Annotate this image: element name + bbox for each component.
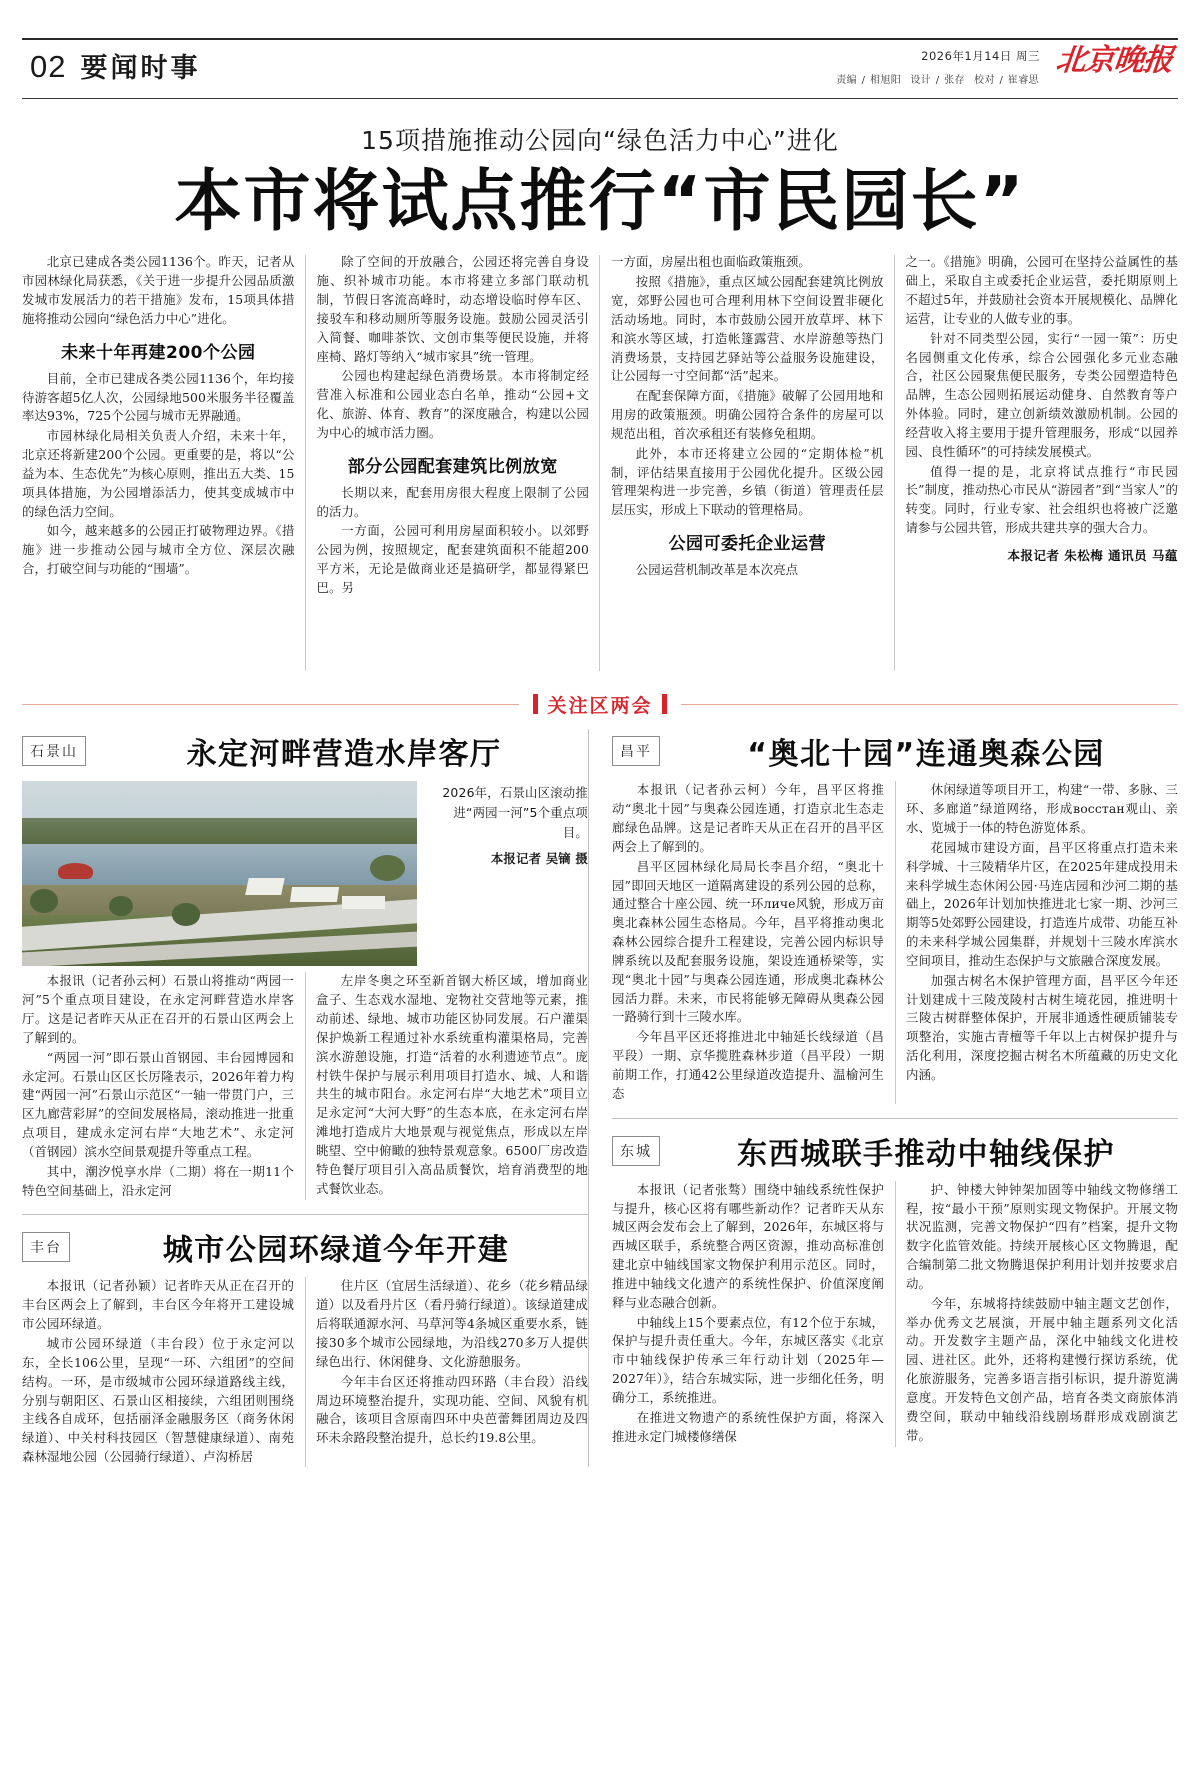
district-header-dongcheng	[612, 1129, 1178, 1173]
district-tag-changping: 昌平	[612, 736, 660, 766]
lead-subhead: 部分公园配套建筑比例放宽	[347, 456, 558, 477]
district-paragraph: 护、钟楼大钟钟架加固等中轴线文物修缮工程，按“最小干预”原则实现文物保护。开展文物状况监测，完善文物保护“四有”档案，提升文物数字化监管效能。持续开展核心区文物腾退，配合编制第二批文物腾退保护利用计划并按要求启动。	[906, 1181, 1178, 1291]
district-title-dongcheng: 东西城联手推动中轴线保护	[737, 1136, 1115, 1172]
lead-paragraph: 如今，越来越多的公园正打破物理边界。《措施》进一步推动公园与城市全方位、深层次融合，打破空间与功能的“围墙”。	[22, 523, 295, 577]
lead-paragraph: 目前，全市已建成各类公园1136个，年均接待游客超5亿人次，公园绿地500米服务半径覆盖率达93%，725个公园与城市无界融通。	[22, 370, 295, 424]
district-header-shijingshan	[22, 729, 588, 773]
left-district-column	[22, 729, 588, 1467]
district-paragraph: 今年，东城将持续鼓励中轴主题文艺创作，举办优秀文艺展演，开展中轴主题系列文化活动。开发数字主题产品，深化中轴线文化进校园、进社区。此外，还将构建慢行探访系统，优化旅游服务，完善多语言指引标识，提升游览满意度。开发特色文创产品，培育各类文商旅体消费空间，联动中轴线沿线剧场群形成戏剧演艺带。	[906, 1295, 1178, 1443]
district-paragraph: 本报讯（记者孙云柯）石景山将推动“两园一河”5个重点项目建设，在永定河畔营造水岸客厅。这是记者昨天从正在召开的石景山区两会上了解到的。	[22, 973, 294, 1045]
newspaper-page	[0, 38, 1200, 1774]
district-paragraph: 今年昌平区还将推进北中轴延长线绿道（昌平段）一期、京华揽胜森林步道（昌平段）一期前期工作，打通42公里绿道改造提升、温榆河生态	[612, 1029, 884, 1101]
district-paragraph: 本报讯（记者张骜）围绕中轴线系统性保护与提升，核心区将有哪些新动作？记者昨天从东城区两会发布会上了解到，2026年，东城区将与西城区联手，系统整合两区资源，推动高标准创建北京中轴线国家文物保护利用示范区。同时，推进中轴线文化遗产的系统性保护、价值深度阐释与业态融合创新。	[612, 1181, 884, 1310]
lead-paragraph: 公园也构建起绿色消费场景。本市将制定经营准入标准和公园业态白名单，推动“公园+文化、旅游、体育、教育”的深度融合，构建以公园为中心的城市活力圈。	[316, 368, 589, 440]
masthead-right	[835, 43, 1178, 86]
lead-paragraph: 在配套保障方面，《措施》破解了公园用地和用房的政策瓶颈。明确公园符合条件的房屋可以规范出租，首次承租还有装修免租期。	[611, 388, 884, 441]
hero-kicker: 15项措施推动公园向“绿色活力中心”进化	[361, 126, 839, 155]
credit-name-1: 张存	[944, 75, 965, 86]
district-title-changping: “奥北十园”连通奥森公园	[747, 737, 1105, 773]
lead-paragraph: 此外，本市还将建立公园的“定期体检”机制，评估结果直接用于公园优化提升。区级公园管理架构进一步完善，乡镇（街道）管理责任层层压实，形成上下联动的管理格局。	[611, 445, 884, 518]
district-paragraph: 本报讯（记者孙云柯）今年，昌平区将推动“奥北十园”与奥森公园连通，打造京北生态走廊绿色品牌。这是记者昨天从正在召开的昌平区两会上了解到的。	[612, 782, 884, 854]
photo-building-3	[342, 896, 385, 909]
district-paragraph: 在推进文物遗产的系统性保护方面，将深入推进永定门城楼修缮保	[612, 1409, 884, 1444]
divider-dongcheng	[612, 1118, 1178, 1119]
photo-block-shijingshan	[22, 781, 588, 966]
credit-role-1: 设计	[910, 75, 932, 86]
lead-paragraph: 按照《措施》，重点区域公园配套建筑比例放宽，郊野公园也可合理利用林下空间设置非硬化活动场地。同时，本市鼓励公园开放草坪、林下和滨水等区域，打造帐篷露营、水岸游憩等热门消费场景，支持园艺驿站等公益服务设施建设，让公园每一寸空间都“活”起来。	[611, 274, 884, 384]
credit-role-2: 校对	[974, 75, 995, 86]
district-title-fengtai: 城市公园环绿道今年开建	[162, 1233, 510, 1269]
district-tag-dongcheng: 东城	[612, 1136, 660, 1166]
lead-article-columns	[22, 253, 1178, 673]
district-paragraph: 左岸冬奥之环至新首钢大桥区域，增加商业盒子、生态戏水湿地、宠物社交营地等元素，推动前述、绿地、城市功能区协同发展。石户灌渠保护焕新工程通过补水系统重构灌渠格局，完善滨水游憩设施，打造“活着的水利遗迹节点”。庞村铁牛保护与展示利用项目打造水、城、人和谐共生的城市阳台。永定河右岸“大地艺术”项目立足永定河“大河大野”的生态本底，在永定河右岸滩地打造成片大地景观与视觉焦点，形成以左岸眺望、空中俯瞰的独特景观意象。6500厂房改造特色餐厅项目引入高品质餐饮，培育消费型的地式餐饮业态。	[316, 973, 588, 1196]
publish-date: 2026年1月14日 周三	[921, 49, 1040, 63]
district-paragraph: 其中，潮汐悦享水岸（二期）将在一期11个特色空间基础上，沿永定河	[22, 1163, 294, 1198]
article-byline: 本报记者 朱松梅 通讯员 马蕴	[1007, 548, 1178, 564]
section-title: 要闻时事	[80, 53, 201, 84]
lead-paragraph: 除了空间的开放融合，公园还将完善自身设施、织补城市功能。本市将建立多部门联动机制，节假日客流高峰时，动态增设临时停车区、接驳车和移动厕所等服务设施。鼓励公园灵活引入简餐、咖啡茶饮、文创市集等便民设施，并将座椅、路灯等纳入“城市家具”统一管理。	[316, 254, 589, 364]
district-paragraph: 中轴线上15个要素点位，有12个位于东城，保护与提升责任重大。今年，东城区落实《北京市中轴线保护传承三年行动计划（2025年—2027年）》，结合东城实际，进一步细化任务，明确分工，系统推进。	[612, 1314, 884, 1405]
photo-yongding-river	[22, 781, 417, 966]
shijingshan-body	[22, 972, 588, 1200]
district-paragraph: 城市公园环绿道（丰台段）位于永定河以东，全长106公里，呈现“一环、六组团”的空间结构。一环，是市级城市公园环绿道路线主线，分别与朝阳区、石景山区相接续，六组团则围绕主线各自成环，包括丽泽金融服务区（商务休闲绿道）、中关村科技园区（智慧健康绿道）、南苑森林湿地公园（公园骑行绿道）、卢沟桥居	[22, 1336, 294, 1465]
right-district-column	[612, 729, 1178, 1467]
masthead	[22, 38, 1178, 96]
lead-paragraph: 一方面，公园可利用房屋面积较小。以郊野公园为例，按照规定，配套建筑面积不能超200平方米，无论是做商业还是搞研学，都显得紧巴巴。另	[316, 523, 589, 596]
district-title-shijingshan: 永定河畔营造水岸客厅	[186, 737, 502, 773]
district-header-fengtai	[22, 1225, 588, 1269]
lead-paragraph: 长期以来，配套用房很大程度上限制了公园的活力。	[316, 484, 589, 519]
photo-red-pavilion	[58, 863, 94, 880]
lead-paragraph: 市园林绿化局相关负责人介绍，未来十年，北京还将新建200个公园。更重要的是，将以“公益为本、生态优先”为核心原则，推出五大类、15项具体措施，为公园增添活力，使其变成城市中的绿色活力空间。	[22, 428, 295, 519]
photo-building-1	[245, 878, 284, 895]
photo-caption-text: 2026年，石景山区滚动推进“两园一河”5个重点项目。	[442, 785, 588, 841]
banner-bar-right-icon	[662, 694, 667, 714]
lead-column-1	[22, 253, 295, 673]
divider-fengtai	[22, 1214, 588, 1215]
newspaper-logo: 北京晚报	[1054, 43, 1174, 78]
banner-text: 关注区两会	[547, 694, 653, 717]
lead-paragraph: 公园运营机制改革是本次亮点	[635, 562, 799, 578]
district-tag-fengtai: 丰台	[22, 1232, 70, 1262]
changping-body	[612, 781, 1178, 1103]
photo-credit: 本报记者 吴镝 摄	[490, 850, 588, 866]
page-number: 02	[30, 49, 67, 84]
hero-headline-block	[22, 99, 1178, 240]
district-paragraph: 休闲绿道等项目开工，构建“一带、多脉、三环、多廊道”绿道网络，形成восстан观山、亲水、览城于一体的特色游览体系。	[906, 782, 1178, 836]
district-news-grid	[22, 729, 1178, 1467]
photo-tree-3	[172, 903, 200, 925]
lead-column-2	[317, 253, 590, 673]
section-banner	[22, 687, 1178, 721]
photo-caption-block	[431, 781, 588, 868]
district-paragraph: 昌平区园林绿化局局长李昌介绍，“奥北十园”即回天地区一道隔离建设的系列公园的总称，通过整合十座公园、统一环личе风貌，形成万亩奥北森林公园生态格局。今年，昌平将推动奥北森林公园综合提升工程建设，完善公园内标识导牌系统以及配套服务设施，架设连通桥梁等，实现“奥北十园”与奥森公园连通，形成奥北森林公园活力群。未来，市民将能够无障碍从奥森公园一路骑行到十三陵水库。	[612, 858, 884, 1025]
lead-subhead: 未来十年再建200个公园	[61, 342, 256, 363]
editor-credits: 责编 / 相旭阳 设计 / 张存 校对 / 崔睿思	[836, 75, 1039, 86]
lead-column-4	[906, 253, 1179, 673]
district-tag-shijingshan: 石景山	[22, 736, 86, 766]
photo-tree-1	[30, 889, 58, 913]
lead-paragraph: 一方面，房屋出租也面临政策瓶颈。	[611, 254, 811, 270]
photo-tree-2	[109, 896, 133, 916]
fengtai-body	[22, 1277, 588, 1466]
district-paragraph: 花园城市建设方面，昌平区将重点打造未来科学城、十三陵精华片区，在2025年建成投用未来科学城生态休闲公园·马连店园和沙河二期的基础上，2026年计划加快推进北七家一期、沙河三期等5处郊野公园建设，打造连片成带、功能互补的未来科学城公园集群，并规划十三陵水库滨水空间项目，推动生态保护与文旅融合深度发展。	[906, 839, 1178, 968]
credit-role-0: 责编	[836, 75, 857, 86]
district-paragraph: 加强古树名木保护管理方面，昌平区今年还计划建成十三陵茂陵村古树生境花园，推进明十三陵古树群整体保护，开展非通透性硬质铺装专项整治，实施古青檀等千年以上古树保护提升与活化利用，深度挖掘古树名木所蕴藏的历史文化内涵。	[906, 972, 1178, 1083]
banner-bar-left-icon	[533, 694, 538, 714]
masthead-left	[22, 46, 200, 85]
district-paragraph: 本报讯（记者孙颖）记者昨天从正在召开的丰台区两会上了解到，丰台区今年将开工建设城市公园环绿道。	[22, 1278, 294, 1332]
district-header-changping	[612, 729, 1178, 773]
district-paragraph: 住片区（宜居生活绿道）、花乡（花乡精品绿道）以及看丹片区（看丹骑行绿道）。该绿道建成后将联通源水河、马草河等4条城区重要水系，链接30多个城市公园绿地，为沿线270多万人提供绿色出行、休闲健身、文化游憩服务。	[316, 1278, 588, 1369]
masthead-meta	[835, 46, 1040, 86]
lead-paragraph: 针对不同类型公园，实行“一园一策”：历史名园侧重文化传承，综合公园强化多元业态融合，社区公园聚焦便民服务，专类公园塑造特色品牌，生态公园则拓展运动健身、自然教育等户外体验。同时，建立创新绩效激励机制。公园的经营收入将主要用于提升管理服务，形成“以园养园、良性循环”的可持续发展模式。	[905, 330, 1178, 459]
district-paragraph: “两园一河”即石景山首钢园、丰台园博园和永定河。石景山区区长厉隆表示，2026年着力构建“两园一河”石景山示范区“一轴一带贯门户，三区九廊营彩屏”的空间发展格局，滚动推进一批重点项目，建成永定河右岸“大地艺术”、永定河（首钢园）滨水空间景观提升等重点工程。	[22, 1049, 294, 1159]
banner-label	[519, 691, 680, 718]
district-paragraph: 今年丰台区还将推动四环路（丰台段）沿线周边环境整治提升，实现功能、空间、风貌有机融合，该项目含原南四环中央芭蕾舞团周边及四环未余路段整治提升，总长约19.8公里。	[316, 1373, 588, 1446]
lead-column-3	[611, 253, 884, 673]
lead-subhead: 公园可委托企业运营	[668, 534, 826, 555]
credit-name-0: 相旭阳	[869, 75, 902, 86]
lead-paragraph: 之一。《措施》明确，公园可在坚持公益属性的基础上，采取自主或委托企业运营，委托期原则上不超过5年，并鼓励社会资本开展规模化、品牌化运营，让专业的人做专业的事。	[905, 254, 1178, 326]
lead-paragraph: 值得一提的是，北京将试点推行“市民园长”制度，推动热心市民从“游园者”到“当家人”的转变。同时，行业专家、社会组织也将被广泛邀请参与公园共管，形成共建共享的强大合力。	[905, 463, 1178, 536]
dongcheng-body	[612, 1181, 1178, 1447]
credit-name-2: 崔睿思	[1007, 75, 1039, 86]
hero-title: 本市将试点推行“市民园长”	[174, 162, 1026, 240]
photo-building-2	[290, 887, 339, 902]
lead-paragraph: 北京已建成各类公园1136个。昨天，记者从市园林绿化局获悉，《关于进一步提升公园品质激发城市发展活力的若干措施》发布，15项具体措施将推动公园向“绿色活力中心”进化。	[22, 254, 295, 326]
